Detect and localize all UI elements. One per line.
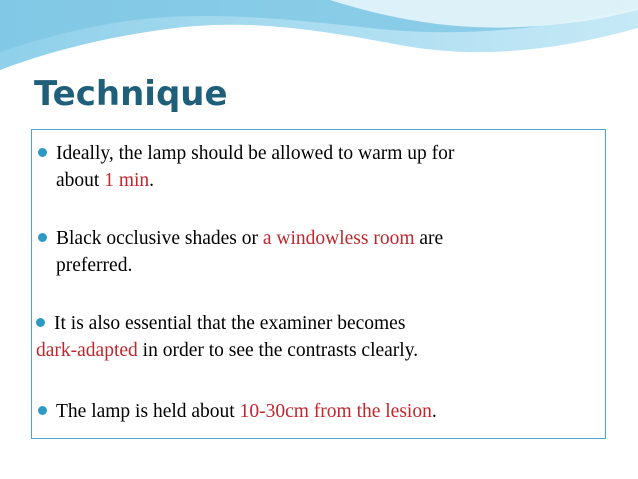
bullet-highlight: dark-adapted — [36, 340, 138, 361]
content-box — [31, 129, 606, 439]
bullet-highlight: 10-30cm from the lesion — [239, 401, 432, 422]
slide-title: Technique — [34, 74, 228, 114]
bullet-highlight: 1 min — [104, 170, 150, 191]
bullet-item — [38, 140, 598, 194]
bullet-text: . — [431, 401, 437, 422]
header-wave-decoration — [0, 0, 638, 80]
bullet-dot-icon — [36, 318, 45, 327]
bullet-item — [36, 310, 596, 364]
bullet-item — [38, 398, 598, 425]
bullet-dot-icon — [38, 233, 47, 242]
bullet-text: in order to see the contrasts clearly. — [137, 340, 419, 361]
bullet-text: The lamp is held about — [56, 401, 240, 422]
bullet-highlight: a windowless room — [262, 228, 415, 249]
bullet-text: . — [149, 170, 155, 191]
bullet-text: about — [56, 170, 105, 191]
bullet-dot-icon — [38, 406, 47, 415]
bullet-item — [38, 225, 598, 279]
bullet-dot-icon — [38, 148, 47, 157]
bullet-text: preferred. — [56, 255, 133, 276]
bullet-text: are — [414, 228, 444, 249]
bullet-text: Black occlusive shades or — [56, 228, 263, 249]
bullet-text: Ideally, the lamp should be allowed to warm up for — [56, 143, 455, 164]
bullet-text: It is also essential that the examiner becomes — [54, 313, 406, 334]
